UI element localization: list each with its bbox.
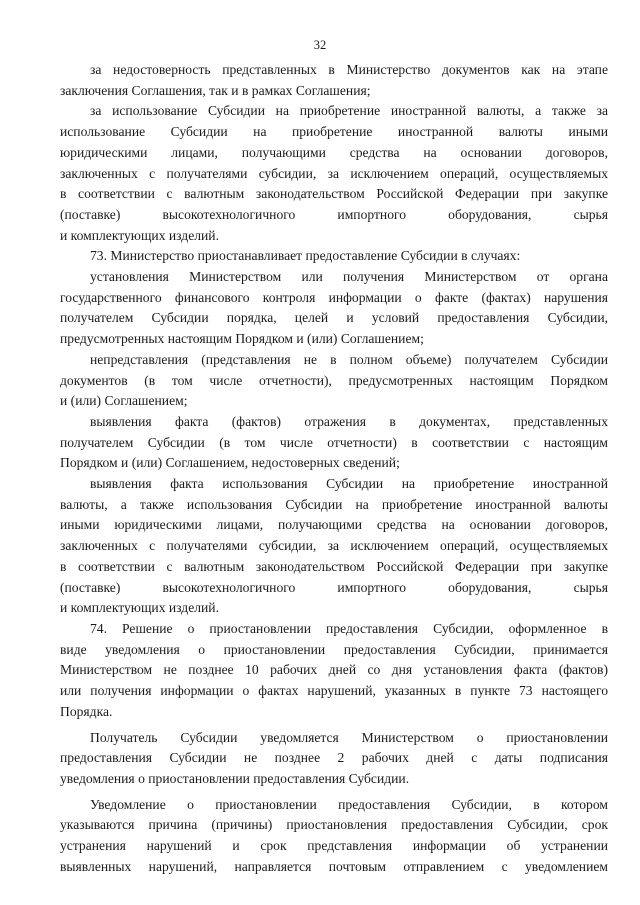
text-line: (поставке) высокотехнологичного импортного оборудования, сырья [60,206,608,222]
text-line: валюты, а также использования Субсидии на приобретение иностранной валюты [60,496,608,512]
text-line: выявления факта (фактов) отражения в документах, представленных [90,413,608,429]
text-line: и комплектующих изделий. [60,227,219,243]
text-line: за недостоверность представленных в Министерство документов как на этапе [90,62,608,77]
text-line: иными юридическими лицами, получающими средства на основании договоров, [60,517,608,533]
text-line: указываются причина (причины) приостановления предоставления Субсидии, срок [60,817,608,833]
page-number: 32 [313,38,327,52]
text-line: использование Субсидии на приобретение иностранной валюты иными [60,124,608,140]
text-line: в соответствии с валютным законодательством Российской Федерации при закупке [60,558,608,574]
text-line: документов (в том числе отчетности), предусмотренных настоящим Порядком [60,372,608,388]
text-line: получателем Субсидии (в том числе отчетности) в соответствии с настоящим [60,434,608,450]
text-line: выявления факта использования Субсидии на приобретение иностранной [90,476,608,492]
text-line: (поставке) высокотехнологичного импортного оборудования, сырья [60,579,608,595]
text-line: уведомления о приостановлении предоставления Субсидии. [60,770,410,786]
text-line: Уведомление о приостановлении предоставления Субсидии, в котором [90,796,608,812]
paragraph [60,412,608,474]
paragraph [60,101,608,246]
text-line: предоставления Субсидии не позднее 2 рабочих дней с даты подписания [60,750,608,766]
paragraph [60,350,608,412]
text-line: виде уведомления о приостановлении предоставления Субсидии, принимается [60,641,608,657]
text-line: Получатель Субсидии уведомляется Министерством о приостановлении [90,729,608,745]
text-line: заключенных с получателями субсидии, за исключением операций, осуществляемых [60,165,608,181]
text-line: и (или) Соглашением; [60,393,188,409]
text-line: и комплектующих изделий. [60,600,219,616]
text-line: Порядка. [60,703,113,719]
text-line: предусмотренных настоящим Порядком и (или) Соглашением; [60,331,424,347]
text-line: установления Министерством или получения Министерством от органа [90,269,608,285]
text-line: за использование Субсидии на приобретение иностранной валюты, а также за [90,103,608,119]
text-line: 74. Решение о приостановлении предоставления Субсидии, оформленное в [90,620,608,636]
text-line: 73. Министерство приостанавливает предоставление Субсидии в случаях: [90,248,521,264]
text-line: получателем Субсидии порядка, целей и условий предоставления Субсидии, [60,310,608,326]
text-line: непредставления (представления не в полном объеме) получателем Субсидии [90,351,608,367]
paragraph [60,728,608,790]
paragraph [60,267,608,350]
paragraph [60,60,608,101]
paragraph [60,474,608,619]
text-line: государственного финансового контроля информации о факте (фактах) нарушения [60,289,608,305]
paragraph [60,795,608,878]
text-line: выявленных нарушений, направляется почтовым отправлением с уведомлением [60,858,608,874]
text-line: Порядком и (или) Соглашением, недостоверных сведений; [60,455,400,471]
text-line: в соответствии с валютным законодательством Российской Федерации при закупке [60,186,608,202]
text-line: заключенных с получателями субсидии, за исключением операций, осуществляемых [60,538,608,554]
text-line: или получения информации о фактах нарушений, указанных в пункте 73 настоящего [60,683,608,699]
text-line: юридическими лицами, получающими средства на основании договоров, [60,144,608,160]
text-line: Министерством не позднее 10 рабочих дней со дня установления факта (фактов) [60,662,608,678]
paragraph [90,246,608,267]
text-line: устранения нарушений и срок представления информации об устранении [60,838,608,854]
text-line: заключения Соглашения, так и в рамках Соглашения; [60,82,371,98]
paragraph [60,619,608,723]
document-body [60,60,608,877]
